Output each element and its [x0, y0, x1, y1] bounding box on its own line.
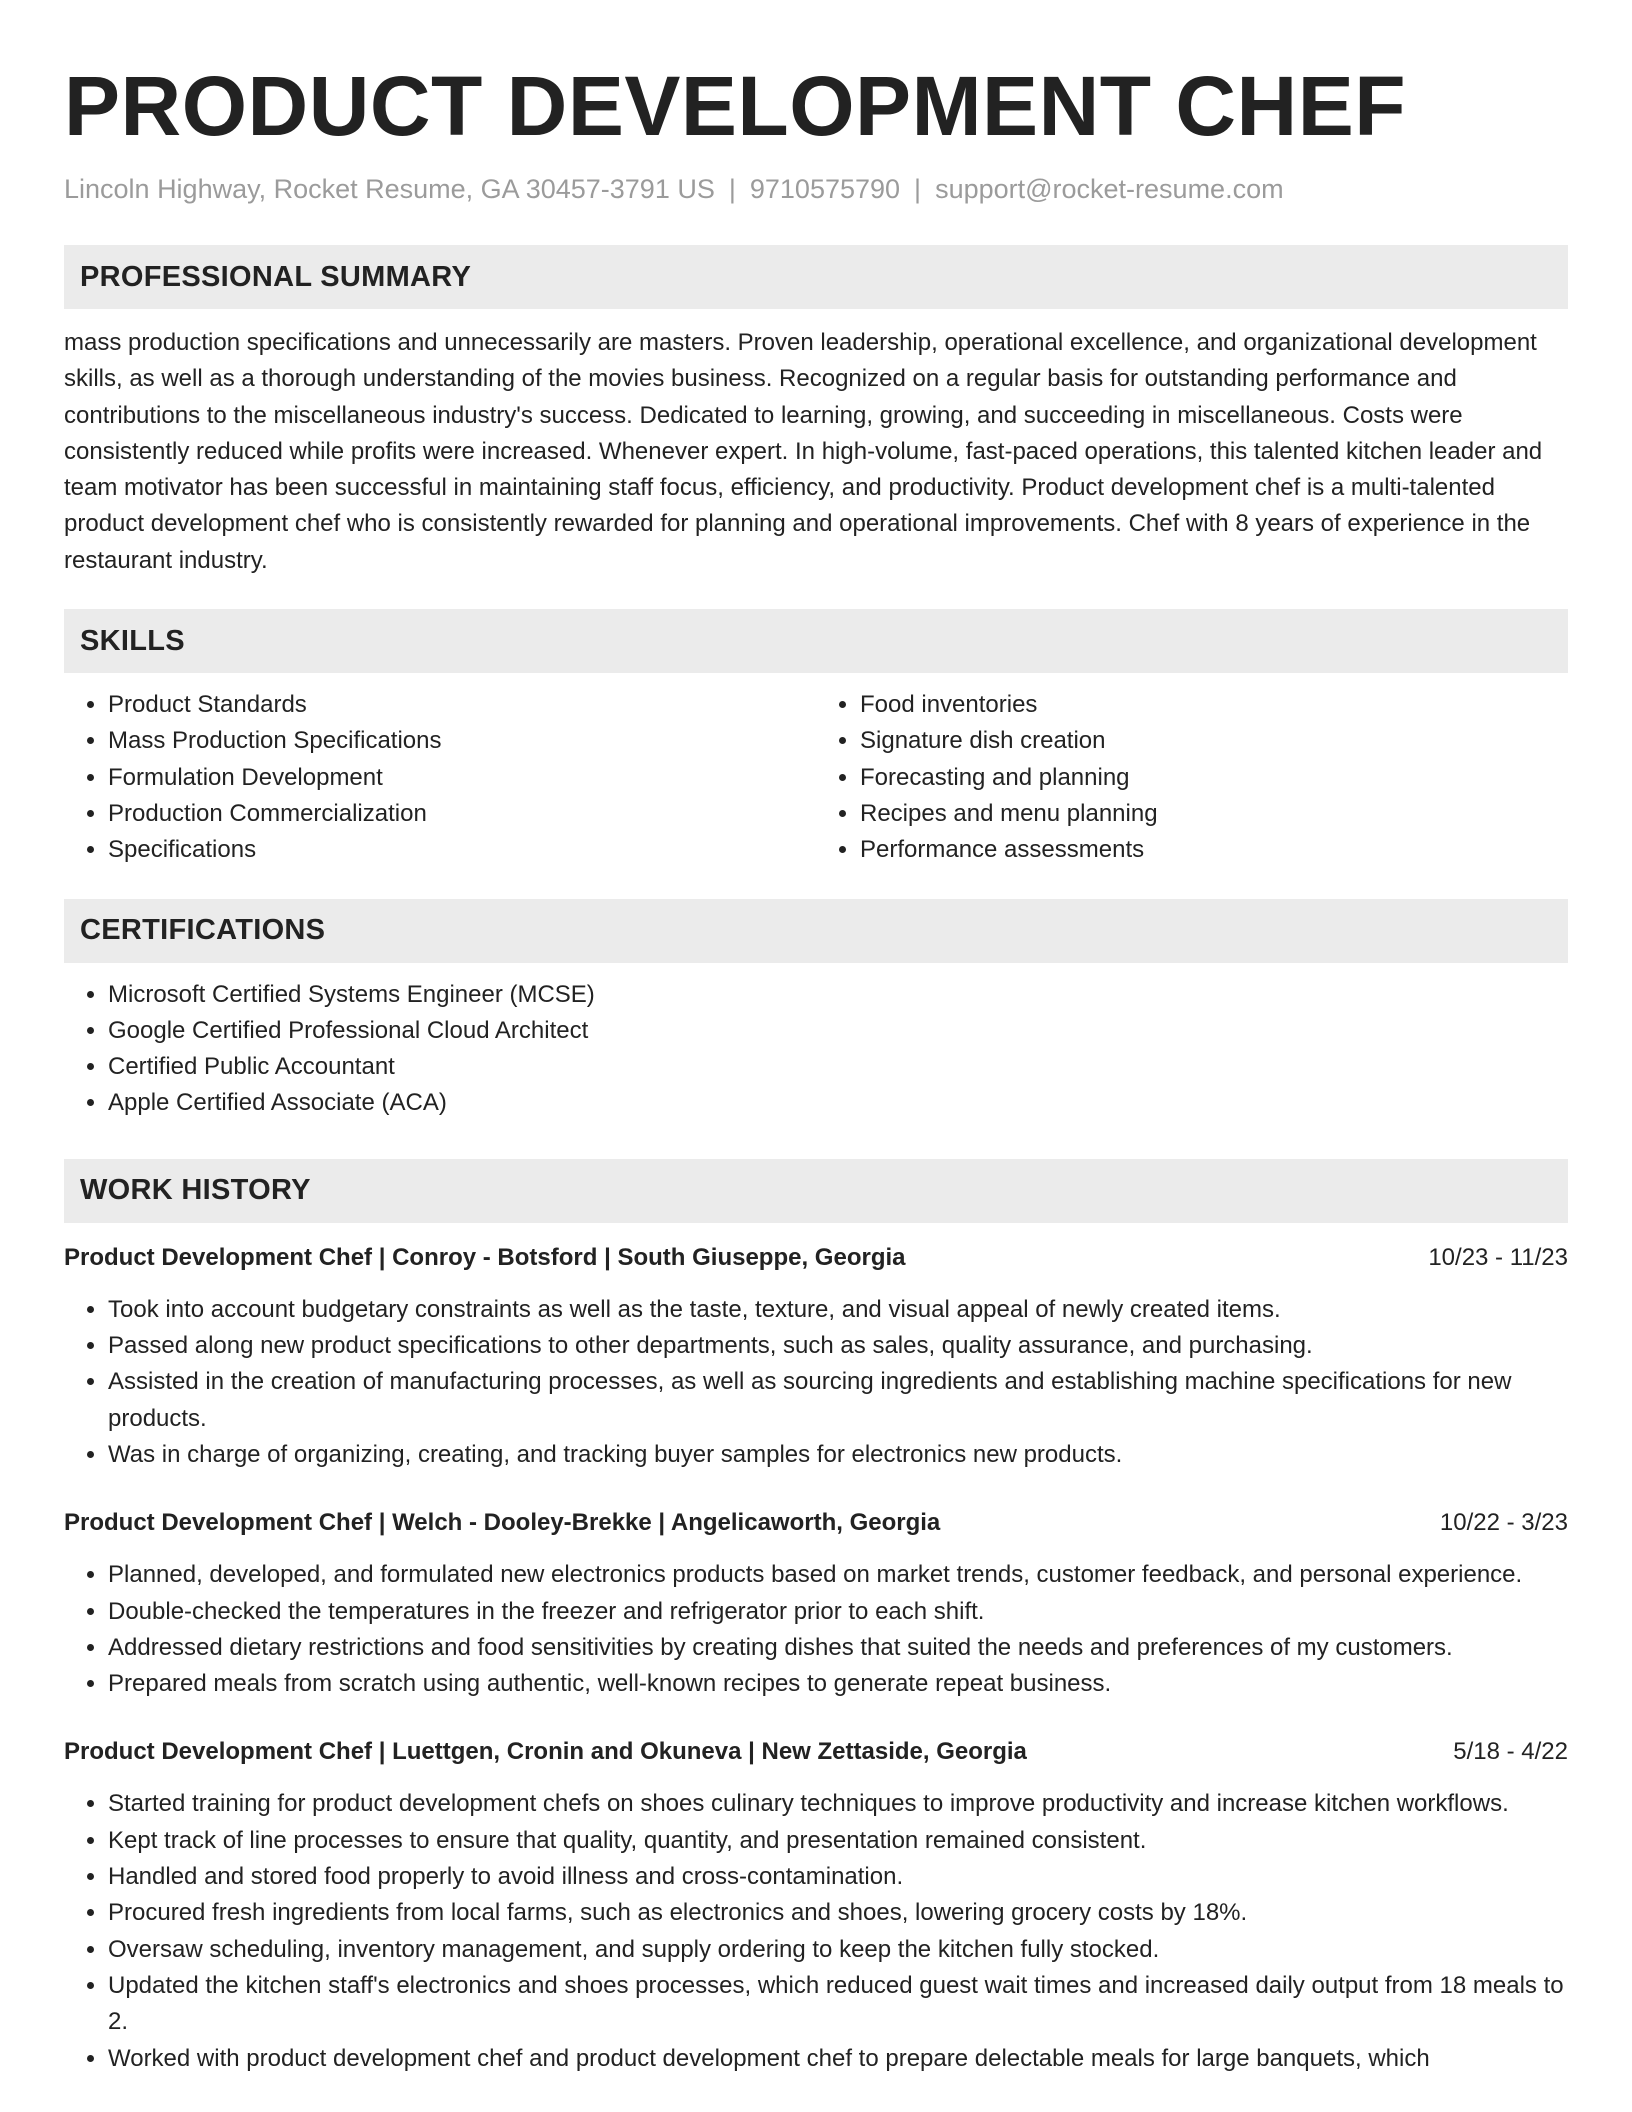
skill-item: • Specifications	[108, 832, 816, 868]
certification-item: • Microsoft Certified Systems Engineer (MCSE)	[108, 977, 1568, 1013]
job-bullet: • Kept track of line processes to ensure that quality, quantity, and presentation remained consistent.	[108, 1823, 1568, 1859]
summary-heading: PROFESSIONAL SUMMARY	[64, 245, 1568, 309]
contact-email: support@rocket-resume.com	[935, 174, 1284, 204]
job-bullet: • Started training for product development chefs on shoes culinary techniques to improve productivity and increase kitchen workflows.	[108, 1786, 1568, 1822]
job-bullet: • Worked with product development chef and product development chef to prepare delectable meals for large banquets, which	[108, 2041, 1568, 2077]
job-bullet: • Addressed dietary restrictions and food sensitivities by creating dishes that suited the needs and preferences of my customers.	[108, 1630, 1568, 1666]
resume-page	[64, 58, 1568, 2077]
certification-item: • Google Certified Professional Cloud Architect	[108, 1013, 1568, 1049]
job-header	[64, 1735, 1568, 1769]
job-dates: 10/23 - 11/23	[1428, 1243, 1568, 1271]
job-bullet: • Assisted in the creation of manufacturing processes, as well as sourcing ingredients and establishing machine specifications for new products.	[108, 1364, 1568, 1437]
job-bullet: • Was in charge of organizing, creating, and tracking buyer samples for electronics new products.	[108, 1437, 1568, 1473]
job-header	[64, 1506, 1568, 1540]
job-bullet: • Procured fresh ingredients from local farms, such as electronics and shoes, lowering grocery costs by 18%.	[108, 1895, 1568, 1931]
job-dates: 5/18 - 4/22	[1453, 1738, 1568, 1766]
job-bullet: • Planned, developed, and formulated new electronics products based on market trends, customer feedback, and personal experience.	[108, 1557, 1568, 1593]
skill-item: • Signature dish creation	[860, 723, 1568, 759]
skill-item: • Production Commercialization	[108, 796, 816, 832]
certifications-heading: CERTIFICATIONS	[64, 899, 1568, 963]
skill-item: • Formulation Development	[108, 760, 816, 796]
summary-text: mass production specifications and unnecessarily are masters. Proven leadership, operational excellence, and organizational development skills, as well as a thorough understanding of the movies business. Recognized on a regular basis for outstanding performance and contributions to the miscellaneous industry's success. Dedicated to learning, growing, and succeeding in miscellaneous. Costs were consistently reduced while profits were increased. Whenever expert. In high-volume, fast-paced operations, this talented kitchen leader and team motivator has been successful in maintaining staff focus, efficiency, and productivity. Product development chef is a multi-talented product development chef who is consistently rewarded for planning and operational improvements. Chef with 8 years of experience in the restaurant industry.	[64, 329, 1543, 574]
contact-line	[64, 172, 1568, 206]
skills-column-right	[816, 687, 1568, 868]
skill-item: • Food inventories	[860, 687, 1568, 723]
certifications-list	[64, 977, 1568, 1122]
job-header	[64, 1241, 1568, 1275]
skill-item: • Product Standards	[108, 687, 816, 723]
job-title: Product Development Chef | Welch - Dooley-Brekke | Angelicaworth, Georgia	[64, 1509, 941, 1537]
job-bullet: • Updated the kitchen staff's electronics and shoes processes, which reduced guest wait times and increased daily output from 18 meals to 2.	[108, 1968, 1568, 2041]
certification-item: • Certified Public Accountant	[108, 1049, 1568, 1085]
job-dates: 10/22 - 3/23	[1439, 1509, 1568, 1537]
job-title: Product Development Chef | Conroy - Botsford | South Giuseppe, Georgia	[64, 1243, 906, 1271]
skills-column-left	[64, 687, 816, 868]
contact-phone: 9710575790	[749, 174, 901, 204]
job-bullet: • Double-checked the temperatures in the freezer and refrigerator prior to each shift.	[108, 1594, 1568, 1630]
job-bullet: • Took into account budgetary constraints as well as the taste, texture, and visual appeal of newly created items.	[108, 1292, 1568, 1328]
job-entry	[64, 1506, 1568, 1702]
contact-separator: |	[728, 174, 736, 204]
job-title: Product Development Chef | Luettgen, Cronin and Okuneva | New Zettaside, Georgia	[64, 1738, 1027, 1766]
job-bullet: • Handled and stored food properly to avoid illness and cross-contamination.	[108, 1859, 1568, 1895]
job-entry	[64, 1241, 1568, 1473]
certification-item: • Apple Certified Associate (ACA)	[108, 1085, 1568, 1121]
job-bullets	[64, 1786, 1568, 2076]
skills-heading: SKILLS	[64, 609, 1568, 673]
skills-list	[64, 673, 1568, 868]
job-entry	[64, 1735, 1568, 2076]
contact-separator: |	[914, 174, 922, 204]
contact-address: Lincoln Highway, Rocket Resume, GA 30457-3791 US	[64, 174, 715, 204]
job-bullet: • Passed along new product specifications to other departments, such as sales, quality assurance, and purchasing.	[108, 1328, 1568, 1364]
job-bullet: • Prepared meals from scratch using authentic, well-known recipes to generate repeat business.	[108, 1666, 1568, 1702]
job-bullet: • Oversaw scheduling, inventory management, and supply ordering to keep the kitchen fully stocked.	[108, 1932, 1568, 1968]
candidate-name: PRODUCT DEVELOPMENT CHEF	[64, 59, 1407, 153]
job-bullets	[64, 1557, 1568, 1702]
skill-item: • Performance assessments	[860, 832, 1568, 868]
job-bullets	[64, 1292, 1568, 1473]
skill-item: • Recipes and menu planning	[860, 796, 1568, 832]
skill-item: • Forecasting and planning	[860, 760, 1568, 796]
skill-item: • Mass Production Specifications	[108, 723, 816, 759]
work-history-heading: WORK HISTORY	[64, 1159, 1568, 1223]
